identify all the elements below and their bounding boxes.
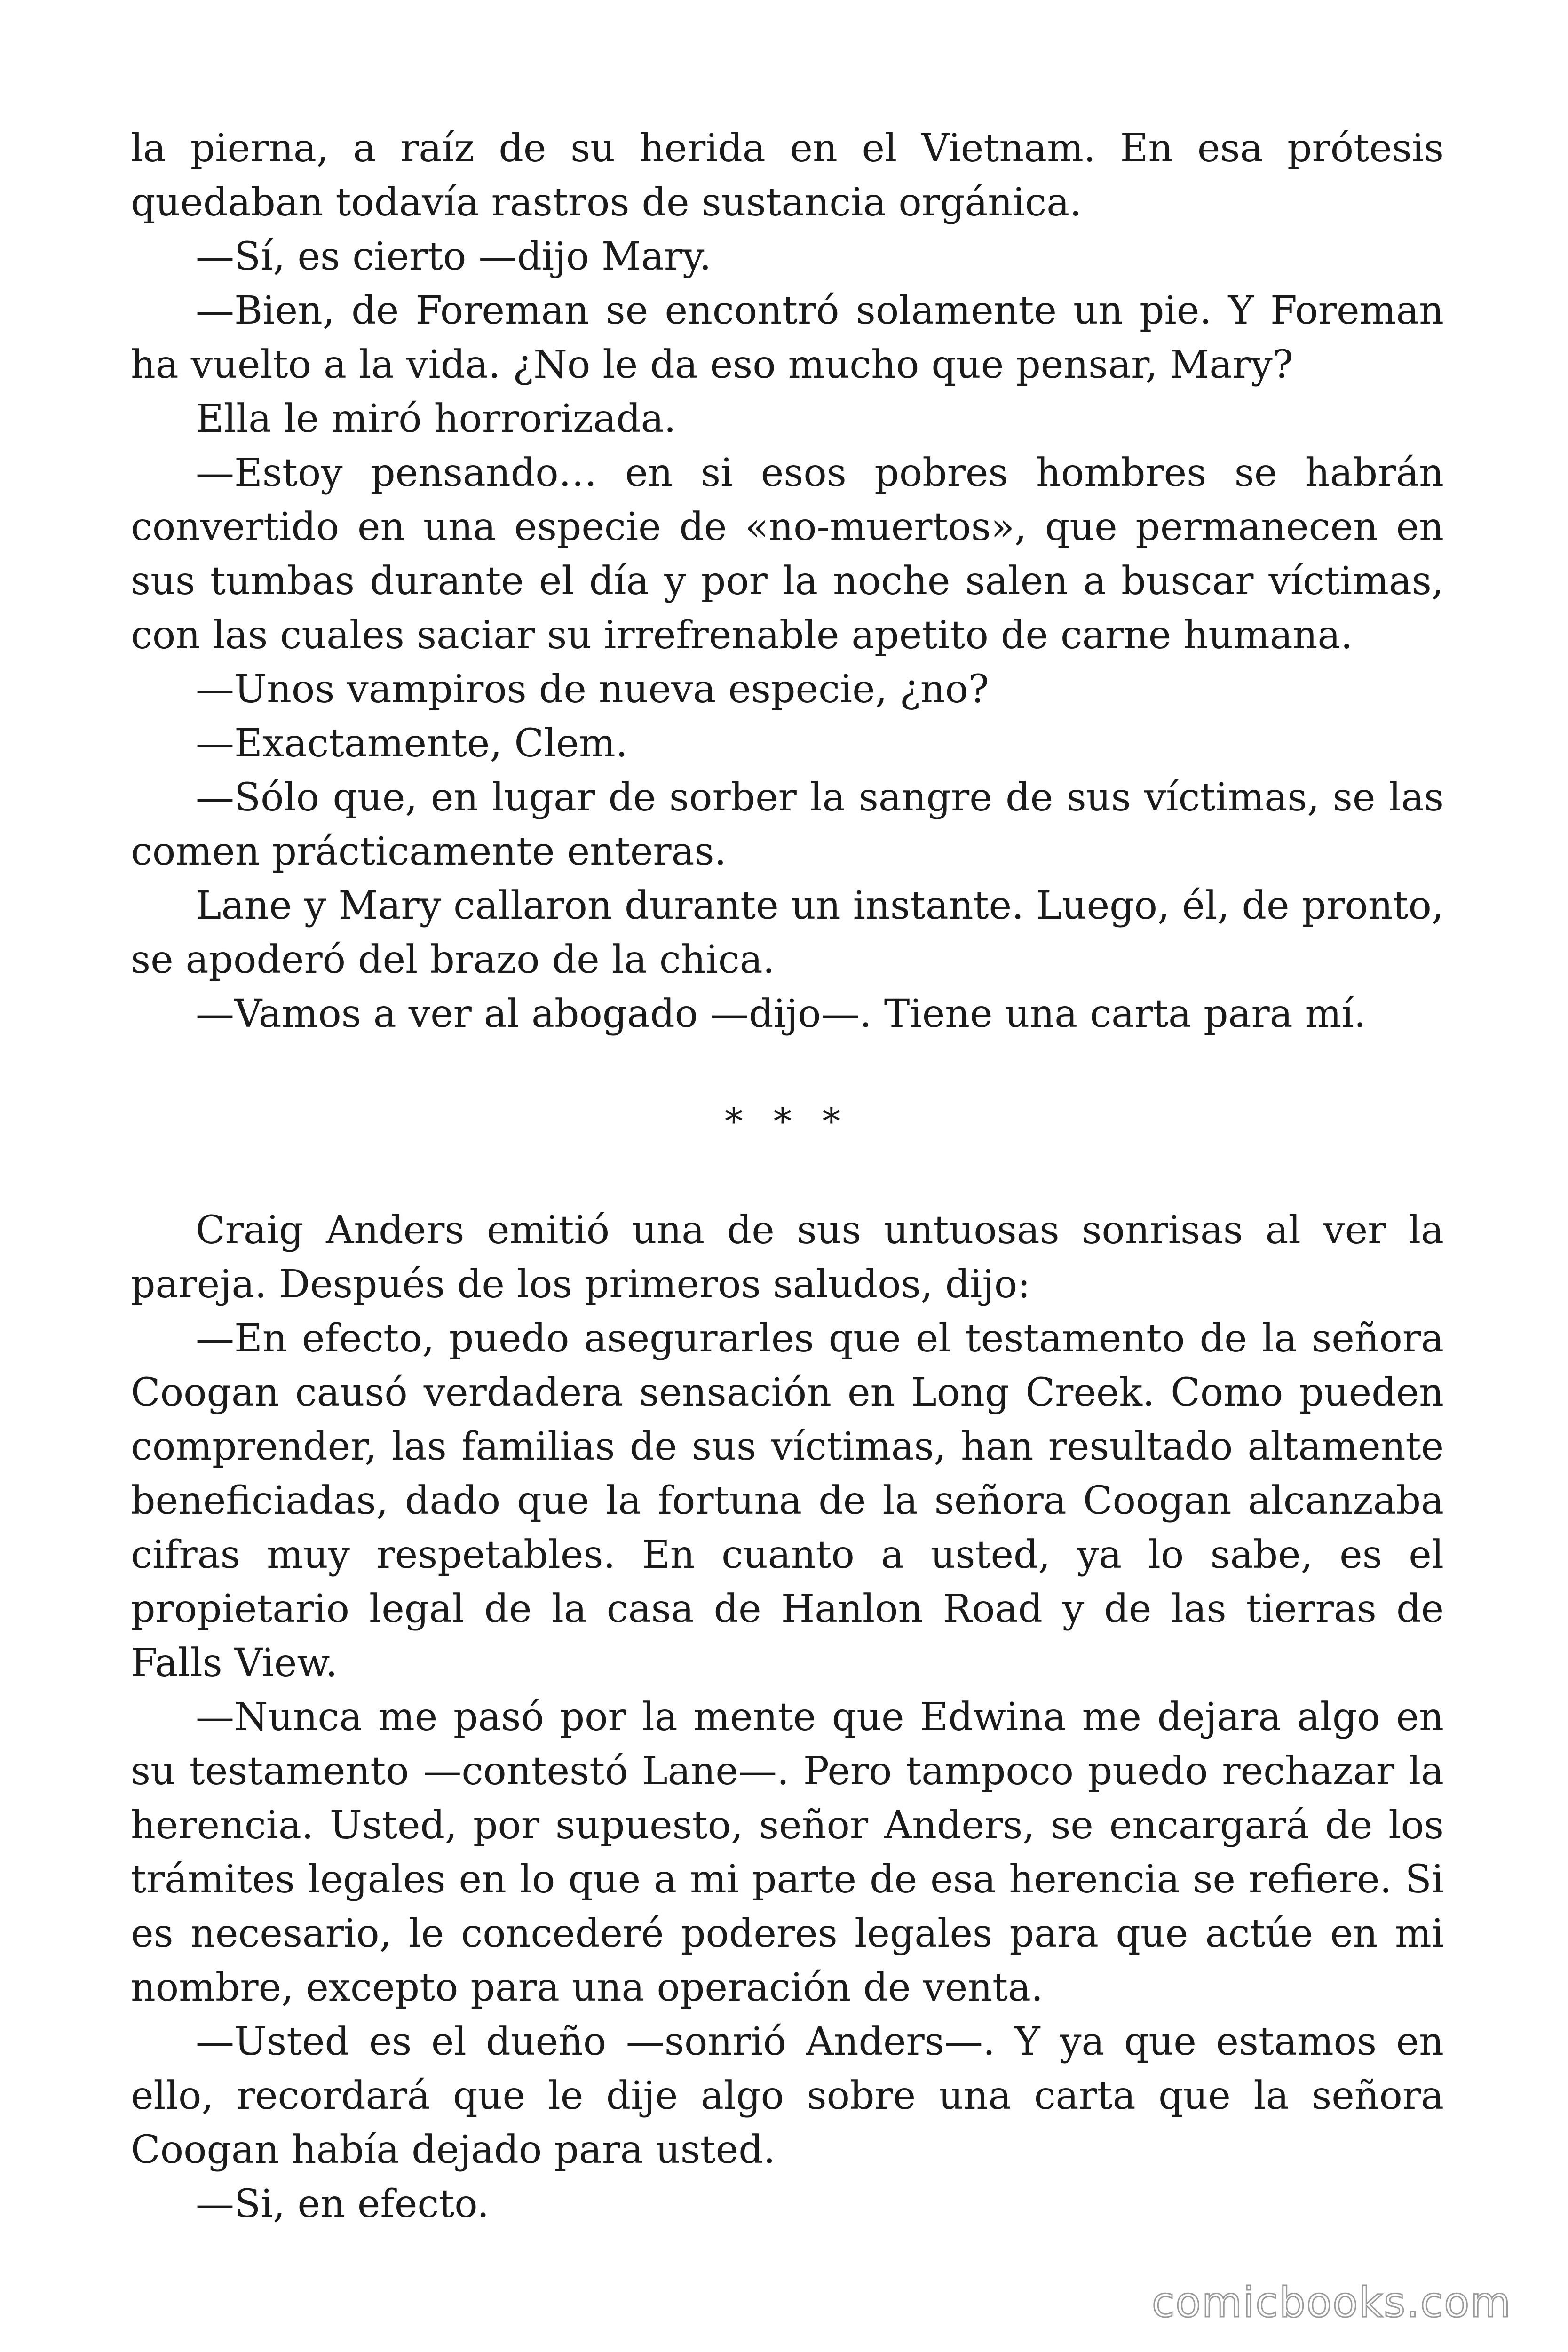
text-section-1 bbox=[131, 121, 1444, 1041]
page-body bbox=[131, 121, 1444, 2231]
paragraph: —Unos vampiros de nueva especie, ¿no? bbox=[196, 667, 989, 712]
text-section-2 bbox=[131, 1203, 1444, 2231]
paragraph: —Nunca me pasó por la mente que Edwina me dejara algo en su testamento —contestó Lane—. Pero tampoco puedo rechazar la herencia. Usted, por supuesto, señor Anders, se encargará de los trámites legales en lo que a mi parte de esa herencia se refiere. Si es necesario, le concederé poderes legales para que actúe en mi nombre, excepto para una operación de venta. bbox=[131, 1695, 1444, 2010]
paragraph: la pierna, a raíz de su herida en el Vietnam. En esa prótesis quedaban todavía rastros de sustancia orgánica. bbox=[131, 126, 1444, 225]
paragraph: —Estoy pensando… en si esos pobres hombres se habrán convertido en una especie de «no-muertos», que permanecen en sus tumbas durante el día y por la noche salen a buscar víctimas, con las cuales saciar su irrefrenable apetito de carne humana. bbox=[131, 451, 1444, 658]
paragraph: Lane y Mary callaron durante un instante. Luego, él, de pronto, se apoderó del brazo de la chica. bbox=[131, 883, 1444, 982]
paragraph: —Sí, es cierto —dijo Mary. bbox=[196, 234, 712, 279]
watermark: comicbooks.com bbox=[1151, 2278, 1512, 2327]
paragraph: —Usted es el dueño —sonrió Anders—. Y ya que estamos en ello, recordará que le dije algo sobre una carta que la señora Coogan había dejado para usted. bbox=[131, 2019, 1444, 2172]
scene-break-separator: * * * bbox=[724, 1101, 850, 1143]
paragraph: —Bien, de Foreman se encontró solamente un pie. Y Foreman ha vuelto a la vida. ¿No le da eso mucho que pensar, Mary? bbox=[131, 288, 1444, 387]
paragraph: —Si, en efecto. bbox=[196, 2182, 490, 2226]
paragraph: —Vamos a ver al abogado —dijo—. Tiene una carta para mí. bbox=[196, 992, 1366, 1036]
paragraph: —Exactamente, Clem. bbox=[196, 721, 628, 766]
paragraph: —Sólo que, en lugar de sorber la sangre de sus víctimas, se las comen prácticamente enteras. bbox=[131, 775, 1444, 874]
paragraph: —En efecto, puedo asegurarles que el testamento de la señora Coogan causó verdadera sensación en Long Creek. Como pueden comprender, las familias de sus víctimas, han resultado altamente beneficiadas, dado que la fortuna de la señora Coogan alcanzaba cifras muy respetables. En cuanto a usted, ya lo sabe, es el propietario legal de la casa de Hanlon Road y de las tierras de Falls View. bbox=[131, 1316, 1444, 1685]
paragraph: Ella le miró horrorizada. bbox=[196, 397, 676, 441]
paragraph: Craig Anders emitió una de sus untuosas sonrisas al ver la pareja. Después de los primeros saludos, dijo: bbox=[131, 1208, 1444, 1307]
